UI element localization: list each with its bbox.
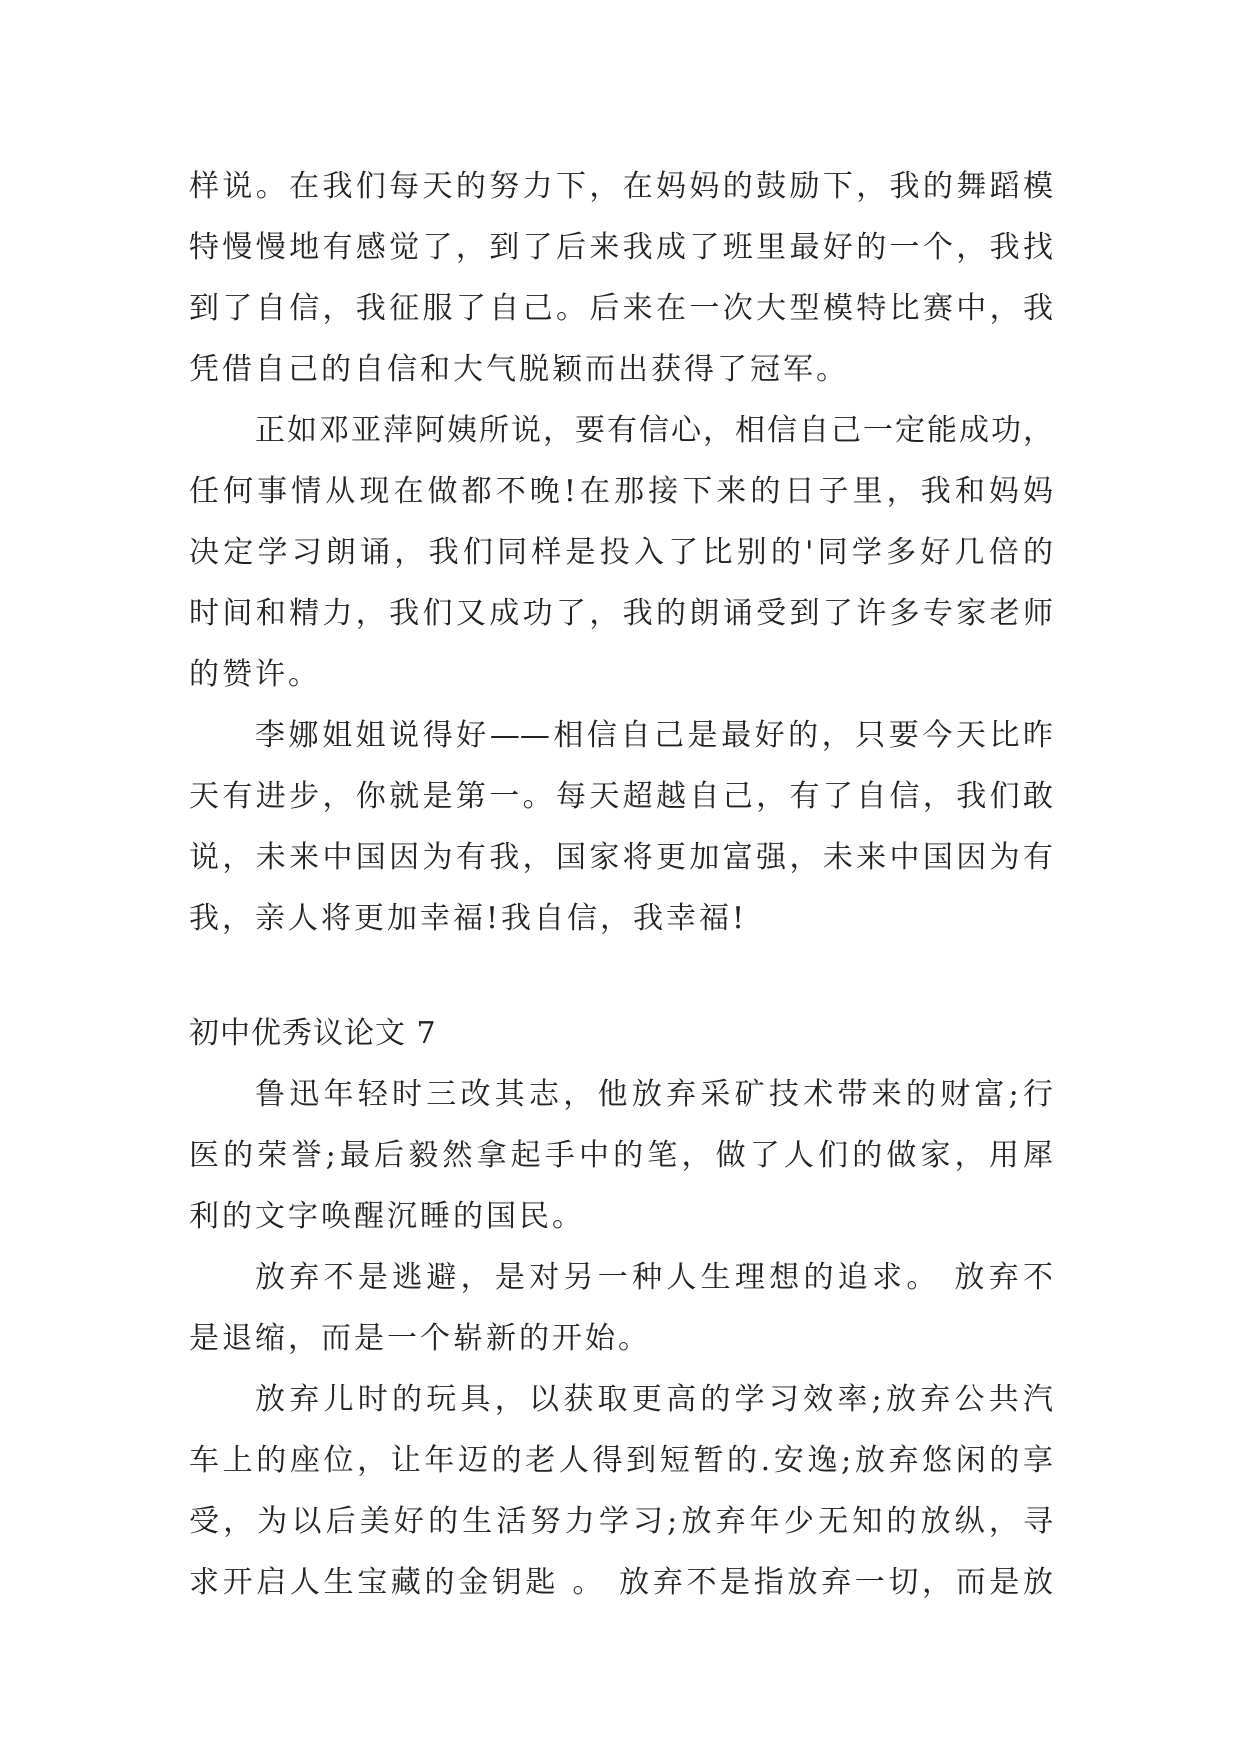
- text-line: 决定学习朗诵，我们同样是投入了比别的'同学多好几倍的: [189, 535, 1053, 570]
- paragraph-first-line: 鲁迅年轻时三改其志，他放弃采矿技术带来的财富;行: [255, 1077, 1053, 1112]
- text-line: 样说。在我们每天的努力下，在妈妈的鼓励下，我的舞蹈模: [189, 169, 1053, 204]
- text-line: 是退缩，而是一个崭新的开始。: [189, 1321, 651, 1356]
- paragraph-first-line: 放弃不是逃避，是对另一种人生理想的追求。 放弃不: [255, 1260, 1053, 1295]
- text-line: 时间和精力，我们又成功了，我的朗诵受到了许多专家老师: [189, 596, 1053, 631]
- text-line: 特慢慢地有感觉了，到了后来我成了班里最好的一个，我找: [189, 230, 1053, 265]
- text-line: 求开启人生宝藏的金钥匙 。 放弃不是指放弃一切，而是放: [189, 1565, 1053, 1600]
- text-line: 到了自信，我征服了自己。后来在一次大型模特比赛中，我: [189, 291, 1053, 326]
- text-line: 天有进步，你就是第一。每天超越自己，有了自信，我们敢: [189, 779, 1053, 814]
- document-body: [189, 156, 1053, 1613]
- text-line: 医的荣誉;最后毅然拿起手中的笔，做了人们的做家，用犀: [189, 1138, 1053, 1173]
- paragraph-first-line: 放弃儿时的玩具，以获取更高的学习效率;放弃公共汽: [255, 1382, 1053, 1417]
- text-line: 任何事情从现在做都不晚!在那接下来的日子里，我和妈妈: [189, 474, 1053, 509]
- text-line: 的赞许。: [189, 657, 321, 692]
- text-line: 说，未来中国因为有我，国家将更加富强，未来中国因为有: [189, 840, 1053, 875]
- text-line: 凭借自己的自信和大气脱颖而出获得了冠军。: [189, 352, 849, 387]
- text-line: 利的文字唤醒沉睡的国民。: [189, 1199, 585, 1234]
- section-gap: [189, 949, 1053, 1003]
- paragraph-first-line: 李娜姐姐说得好——相信自己是最好的，只要今天比昨: [255, 718, 1053, 753]
- text-line: 受，为以后美好的生活努力学习;放弃年少无知的放纵，寻: [189, 1504, 1053, 1539]
- text-line: 我，亲人将更加幸福!我自信，我幸福!: [189, 901, 748, 936]
- section-heading: 初中优秀议论文 7: [189, 1016, 437, 1051]
- text-line: 车上的座位，让年迈的老人得到短暂的.安逸;放弃悠闲的享: [189, 1443, 1053, 1478]
- paragraph-first-line: 正如邓亚萍阿姨所说，要有信心，相信自己一定能成功，: [255, 413, 1053, 448]
